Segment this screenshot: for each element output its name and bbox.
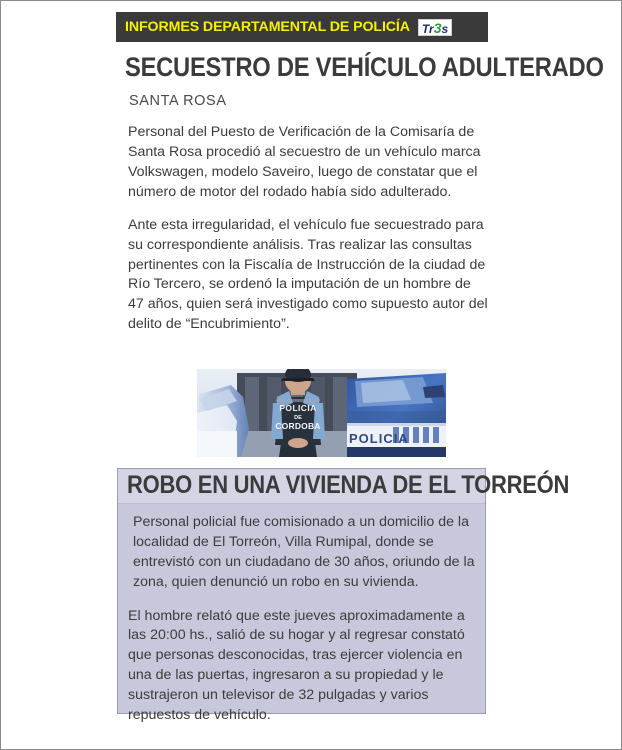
logo-part-three: 3 bbox=[433, 19, 442, 36]
svg-text:CORDOBA: CORDOBA bbox=[275, 421, 321, 431]
article1-body bbox=[128, 123, 488, 335]
article1-paragraph-2: Ante esta irregularidad, el vehículo fue secuestrado para su correspondiente análisis. Tras realizar las consultas pertinentes con la Fiscalía de Instrucción de la ciudad de Río Tercero, se ordenó la imputación de un hombre de 47 años, quien será investigado como supuesto autor del delito de “Encubrimiento”. bbox=[128, 216, 488, 333]
svg-text:POLICIA: POLICIA bbox=[349, 431, 409, 446]
article2-paragraph-1: Personal policial fue comisionado a un domicilio de la localidad de El Torreón, Villa Rumipal, donde se entrevistó con un ciudadano de 30 años, oriundo de la zona, quien denunció un robo en su vivienda. bbox=[133, 514, 475, 590]
article1-headline: SECUESTRO DE VEHÍCULO ADULTERADO bbox=[125, 52, 604, 82]
article1-location-kicker: SANTA ROSA bbox=[129, 93, 227, 110]
masthead-title: INFORMES DEPARTAMENTAL DE POLICÍA bbox=[125, 18, 410, 35]
article1-photo bbox=[197, 369, 446, 457]
article2-headline-band bbox=[118, 469, 570, 504]
svg-text:POLICIA: POLICIA bbox=[279, 403, 317, 413]
article2-paragraph-2: El hombre relató que este jueves aproximadamente a las 20:00 hs., salió de su hogar y al regresar constató que personas desconocidas, tras ejercer violencia en una de las puertas, ingresaron a su propiedad y le sustrajeron un televisor de 32 pulgadas y varios repuestos de vehículo. bbox=[128, 607, 465, 723]
article1-paragraph-1: Personal del Puesto de Verificación de la Comisaría de Santa Rosa procedió al secuestro de un vehículo marca Volkswagen, modelo Saveiro, luego de constatar que el número de motor del rodado había sido adulterado. bbox=[128, 124, 481, 200]
article-robo-vivienda bbox=[117, 468, 570, 723]
logo-part-s: s bbox=[441, 21, 449, 36]
svg-text:DE: DE bbox=[294, 415, 302, 421]
logo-part-tr: Tr bbox=[421, 21, 434, 36]
article2-body bbox=[128, 513, 475, 726]
police-scene-image bbox=[197, 369, 446, 457]
masthead-bar bbox=[116, 12, 488, 42]
tres-brand-logo-icon bbox=[418, 19, 452, 36]
article-secuestro-vehiculo bbox=[1, 53, 622, 335]
article2-headline: ROBO EN UNA VIVIENDA DE EL TORREÓN bbox=[127, 471, 570, 499]
